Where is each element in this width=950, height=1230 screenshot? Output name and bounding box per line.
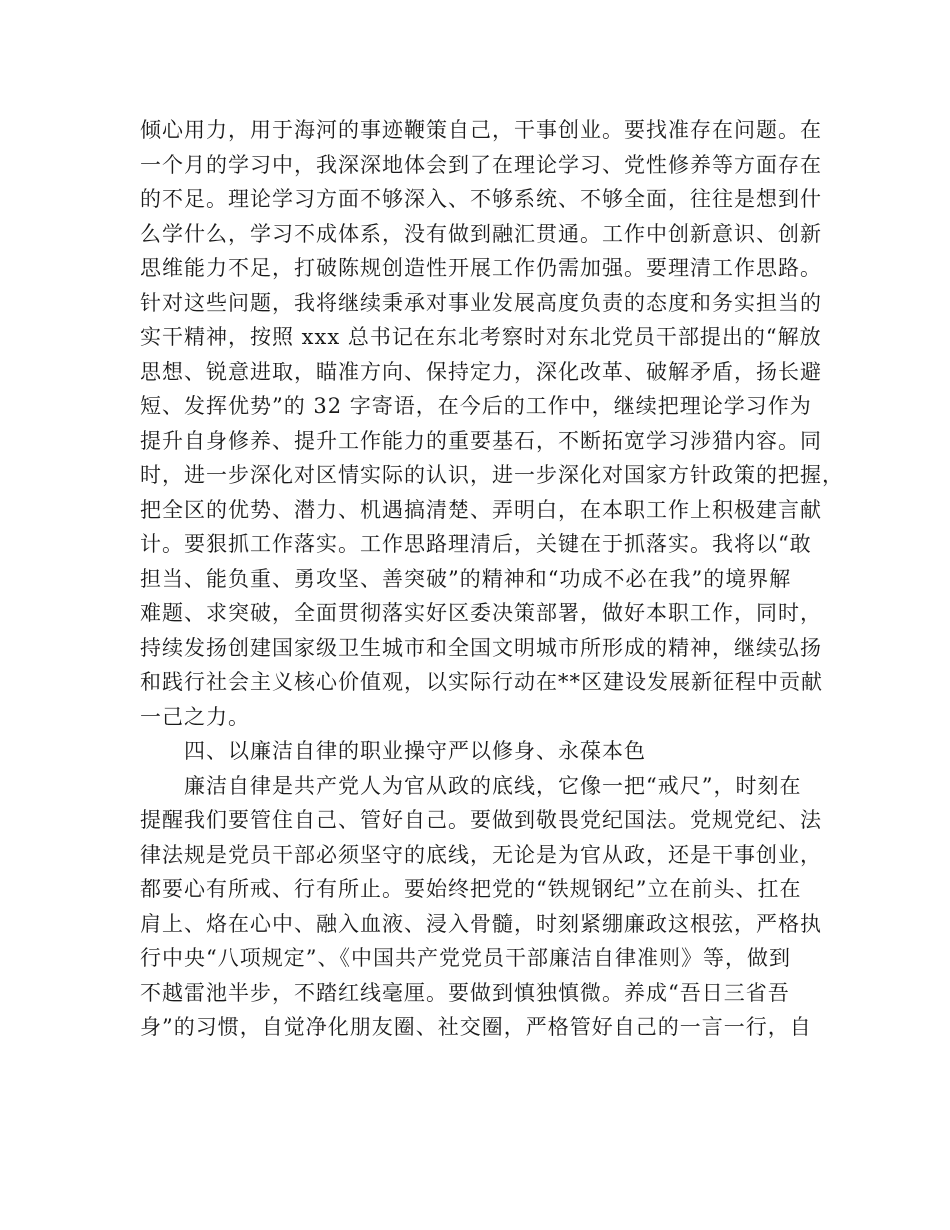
- paragraph-start-line: 四、以廉洁自律的职业操守严以修身、永葆本色: [184, 739, 646, 763]
- text-line: 一个月的学习中，我深深地体会到了在理论学习、党性修养等方面存在: [140, 152, 822, 177]
- paragraph-start-line: 廉洁自律是共产党人为官从政的底线，它像一把“戒尺”，时刻在: [184, 773, 802, 798]
- text-line: 把全区的优势、潜力、机遇搞清楚、弄明白，在本职工作上积极建言献: [140, 497, 822, 522]
- text-line: 律法规是党员干部必须坚守的底线，无论是为官从政，还是干事创业，: [140, 842, 822, 867]
- text-line: 行中央“八项规定”、《中国共产党党员干部廉洁自律准则》等，做到: [140, 946, 791, 970]
- text-line: 不越雷池半步，不踏红线毫厘。要做到慎独慎微。养成“吾日三省吾: [140, 980, 790, 1005]
- text-line: 倾心用力，用于海河的事迹鞭策自己，干事创业。要找准存在问题。在: [140, 118, 822, 142]
- text-line: 思维能力不足，打破陈规创造性开展工作仍需加强。要理清工作思路。: [140, 256, 822, 280]
- text-line: 持续发扬创建国家级卫生城市和全国文明城市所形成的精神，继续弘扬: [140, 635, 822, 660]
- text-line: 提醒我们要管住自己、管好自己。要做到敬畏党纪国法。党规党纪、法: [140, 808, 822, 832]
- text-line: 提升自身修养、提升工作能力的重要基石，不断拓宽学习涉猎内容。同: [140, 428, 822, 453]
- text-line: 的不足。理论学习方面不够深入、不够系统、不够全面，往往是想到什: [140, 187, 822, 211]
- text-line: 思想、锐意进取，瞄准方向、保持定力，深化改革、破解矛盾，扬长避: [140, 359, 822, 384]
- text-line: 担当、能负重、勇攻坚、善突破”的精神和“功成不必在我”的境界解: [140, 566, 792, 591]
- text-line: 时，进一步深化对区情实际的认识，进一步深化对国家方针政策的把握，: [140, 463, 844, 487]
- text-line: 一己之力。: [140, 704, 250, 729]
- text-line: 针对这些问题，我将继续秉承对事业发展高度负责的态度和务实担当的: [140, 290, 822, 315]
- document-body: [140, 113, 844, 1045]
- text-line: 难题、求突破，全面贯彻落实好区委决策部署，做好本职工作，同时，: [140, 601, 822, 625]
- text-line: 计。要狠抓工作落实。工作思路理清后，关键在于抓落实。我将以“敢: [140, 532, 812, 556]
- text-line: 都要心有所戒、行有所止。要始终把党的“铁规钢纪”立在前头、扛在: [140, 877, 802, 901]
- text-line: 实干精神，按照 xxx 总书记在东北考察时对东北党员干部提出的“解放: [140, 325, 822, 349]
- text-line: 和践行社会主义核心价值观，以实际行动在**区建设发展新征程中贡献: [140, 670, 823, 694]
- text-line: 身”的习惯，自觉净化朋友圈、社交圈，严格管好自己的一言一行，自: [140, 1015, 812, 1039]
- text-line: 么学什么，学习不成体系，没有做到融汇贯通。工作中创新意识、创新: [140, 221, 822, 246]
- text-line: 短、发挥优势”的 32 字寄语，在今后的工作中，继续把理论学习作为: [140, 394, 812, 418]
- text-line: 肩上、烙在心中、融入血液、浸入骨髓，时刻紧绷廉政这根弦，严格执: [140, 911, 822, 936]
